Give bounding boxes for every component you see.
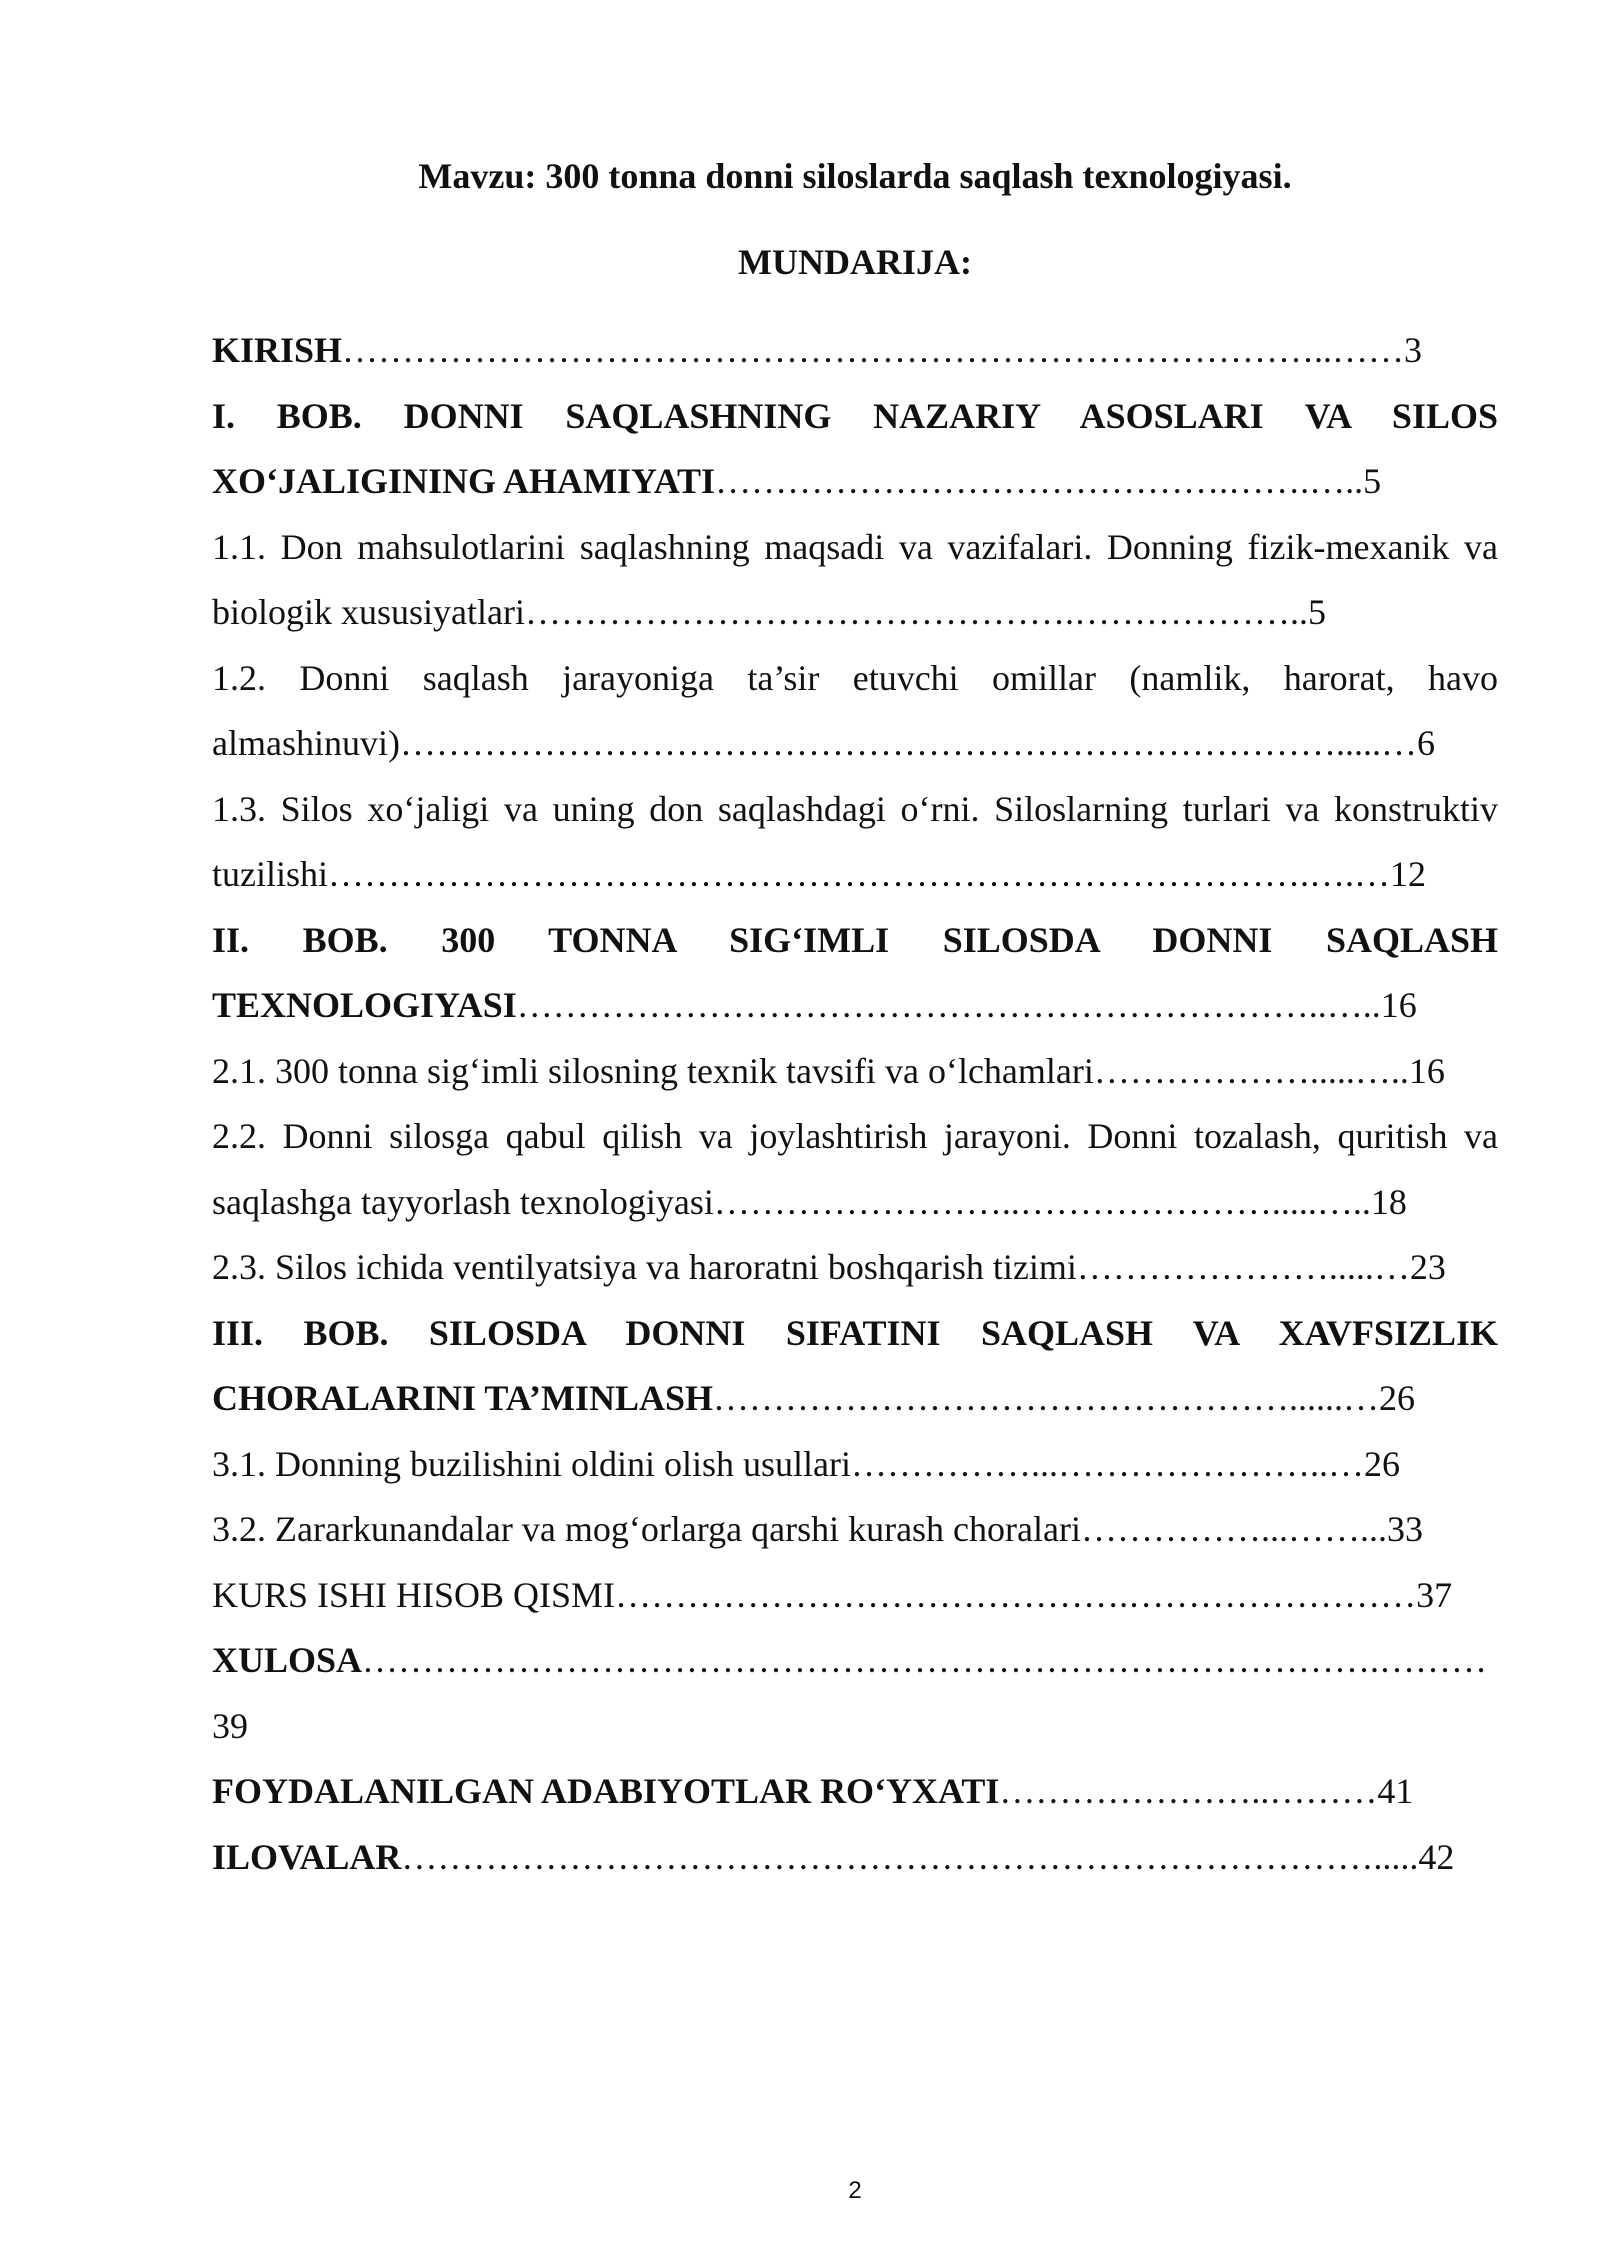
toc-entry <box>212 1759 1498 1825</box>
document-topic: Mavzu: 300 tonna donni siloslarda saqlash texnologiyasi. <box>418 156 1292 196</box>
toc-entry <box>212 1301 1498 1432</box>
toc-entry <box>212 384 1498 515</box>
toc-entry-title: 2.3. Silos ichida ventilyatsiya va haroratni boshqarish tizimi <box>212 1247 1077 1287</box>
toc-page-number: 42 <box>1418 1836 1455 1877</box>
toc-entry <box>212 1432 1498 1498</box>
toc-entry-title: III. BOB. SILOSDA DONNI SIFATINI SAQLASH VA XAVFSIZLIK CHORALARINI TA’MINLASH <box>212 1312 1498 1418</box>
toc-dot-leader: ……………………………………………………………………….….… <box>328 854 1390 894</box>
toc-entry-title: ILOVALAR <box>212 1836 402 1877</box>
toc-entry <box>212 1039 1498 1105</box>
toc-entry <box>212 646 1498 777</box>
toc-entry <box>212 908 1498 1039</box>
toc-entry <box>212 1235 1498 1301</box>
toc-dot-leader: ………………………………………………………………………….……… <box>362 1640 1488 1680</box>
toc-page-number: 18 <box>1370 1181 1407 1222</box>
toc-entry-title: KIRISH <box>212 330 343 370</box>
toc-dot-leader: ……………….....….. <box>1093 1050 1409 1091</box>
toc-page-number: 16 <box>1408 1050 1445 1091</box>
toc-entry <box>212 777 1498 908</box>
toc-dot-leader: ……………...……... <box>1080 1509 1387 1549</box>
toc-entry <box>212 318 1498 384</box>
toc-entry-title: 3.2. Zararkunandalar va mog‘orlarga qarshi kurash choralari <box>212 1509 1081 1549</box>
toc-page-number: 5 <box>1307 592 1326 632</box>
toc-entry-title: 1.3. Silos xo‘jaligi va uning don saqlashdagi o‘rni. Siloslarning turlari va konstruktiv tuzilishi <box>212 788 1498 894</box>
toc-entry-title: 1.2. Donni saqlash jarayoniga ta’sir etuvchi omillar (namlik, harorat, havo almashinuvi) <box>212 657 1498 763</box>
toc-dot-leader: …………………………………………………………..….. <box>516 985 1381 1025</box>
toc-entry <box>212 1104 1498 1235</box>
toc-entry-title: 1.1. Don mahsulotlarini saqlashning maqsadi va vazifalari. Donning fizik-mexanik va biologik xususiyatlari <box>212 526 1498 632</box>
toc-page-number: 16 <box>1380 985 1417 1025</box>
toc-dot-leader: ………………………………………………………………………..…… <box>342 330 1405 370</box>
toc-entry-title: 2.2. Donni silosga qabul qilish va joylashtirish jarayoni. Donni tozalash, quritish va saqlashga tayyorlash texnologiyasi <box>212 1116 1498 1222</box>
toc-dot-leader: …………………………………………......… <box>713 1378 1380 1418</box>
toc-dot-leader: …………………..……… <box>999 1771 1378 1811</box>
toc-dot-leader: ……………...…………………..… <box>851 1443 1364 1484</box>
toc-entry <box>212 1563 1498 1629</box>
toc-dot-leader: ………………….....… <box>1076 1247 1410 1287</box>
toc-page-number: 33 <box>1386 1509 1423 1549</box>
toc-page-number: 12 <box>1390 854 1426 894</box>
toc-dot-leader: ………………………………………………………………………..... <box>401 1836 1419 1877</box>
toc-entry <box>212 1628 1498 1759</box>
toc-dot-leader: …………………………………….…………………… <box>615 1574 1417 1615</box>
toc-entry-title: I. BOB. DONNI SAQLASHNING NAZARIY ASOSLARI VA SILOS XO‘JALIGINING AHAMIYATI <box>212 395 1498 501</box>
page-number: 2 <box>848 2177 862 2204</box>
toc-entry-title: 3.1. Donning buzilishini oldini olish usullari <box>212 1443 851 1484</box>
toc-dot-leader: …………………………………….…….….. <box>715 461 1364 501</box>
toc-page-number: 6 <box>1416 723 1435 763</box>
toc-page-number: 39 <box>212 1705 248 1746</box>
toc-dot-leader: ……………………..………………….....….. <box>713 1181 1371 1222</box>
toc-entry <box>212 1825 1498 1891</box>
toc-page-number: 26 <box>1364 1443 1400 1484</box>
toc-page-number: 41 <box>1377 1771 1414 1811</box>
toc-entry-title: 2.1. 300 tonna sig‘imli silosning texnik tavsifi va o‘lchamlari <box>212 1050 1094 1091</box>
toc-entry-title: KURS ISHI HISOB QISMI <box>212 1574 616 1615</box>
toc-entry-title: XULOSA <box>212 1640 363 1680</box>
toc-dot-leader: ……………………………………….……………….. <box>524 592 1308 632</box>
table-of-contents <box>212 318 1498 1890</box>
toc-page-number: 5 <box>1363 461 1382 501</box>
toc-entry <box>212 1497 1498 1563</box>
toc-page-number: 37 <box>1416 1574 1453 1615</box>
toc-page-number: 26 <box>1379 1378 1416 1418</box>
toc-dot-leader: …………………………………………………………………….....… <box>399 723 1417 763</box>
toc-entry <box>212 515 1498 646</box>
toc-entry-title: II. BOB. 300 TONNA SIG‘IMLI SILOSDA DONNI SAQLASH TEXNOLOGIYASI <box>212 919 1498 1025</box>
toc-page-number: 3 <box>1404 330 1423 370</box>
toc-heading: MUNDARIJA: <box>738 242 972 282</box>
toc-entry-title: FOYDALANILGAN ADABIYOTLAR RO‘YXATI <box>212 1771 1000 1811</box>
toc-page-number: 23 <box>1409 1247 1446 1287</box>
